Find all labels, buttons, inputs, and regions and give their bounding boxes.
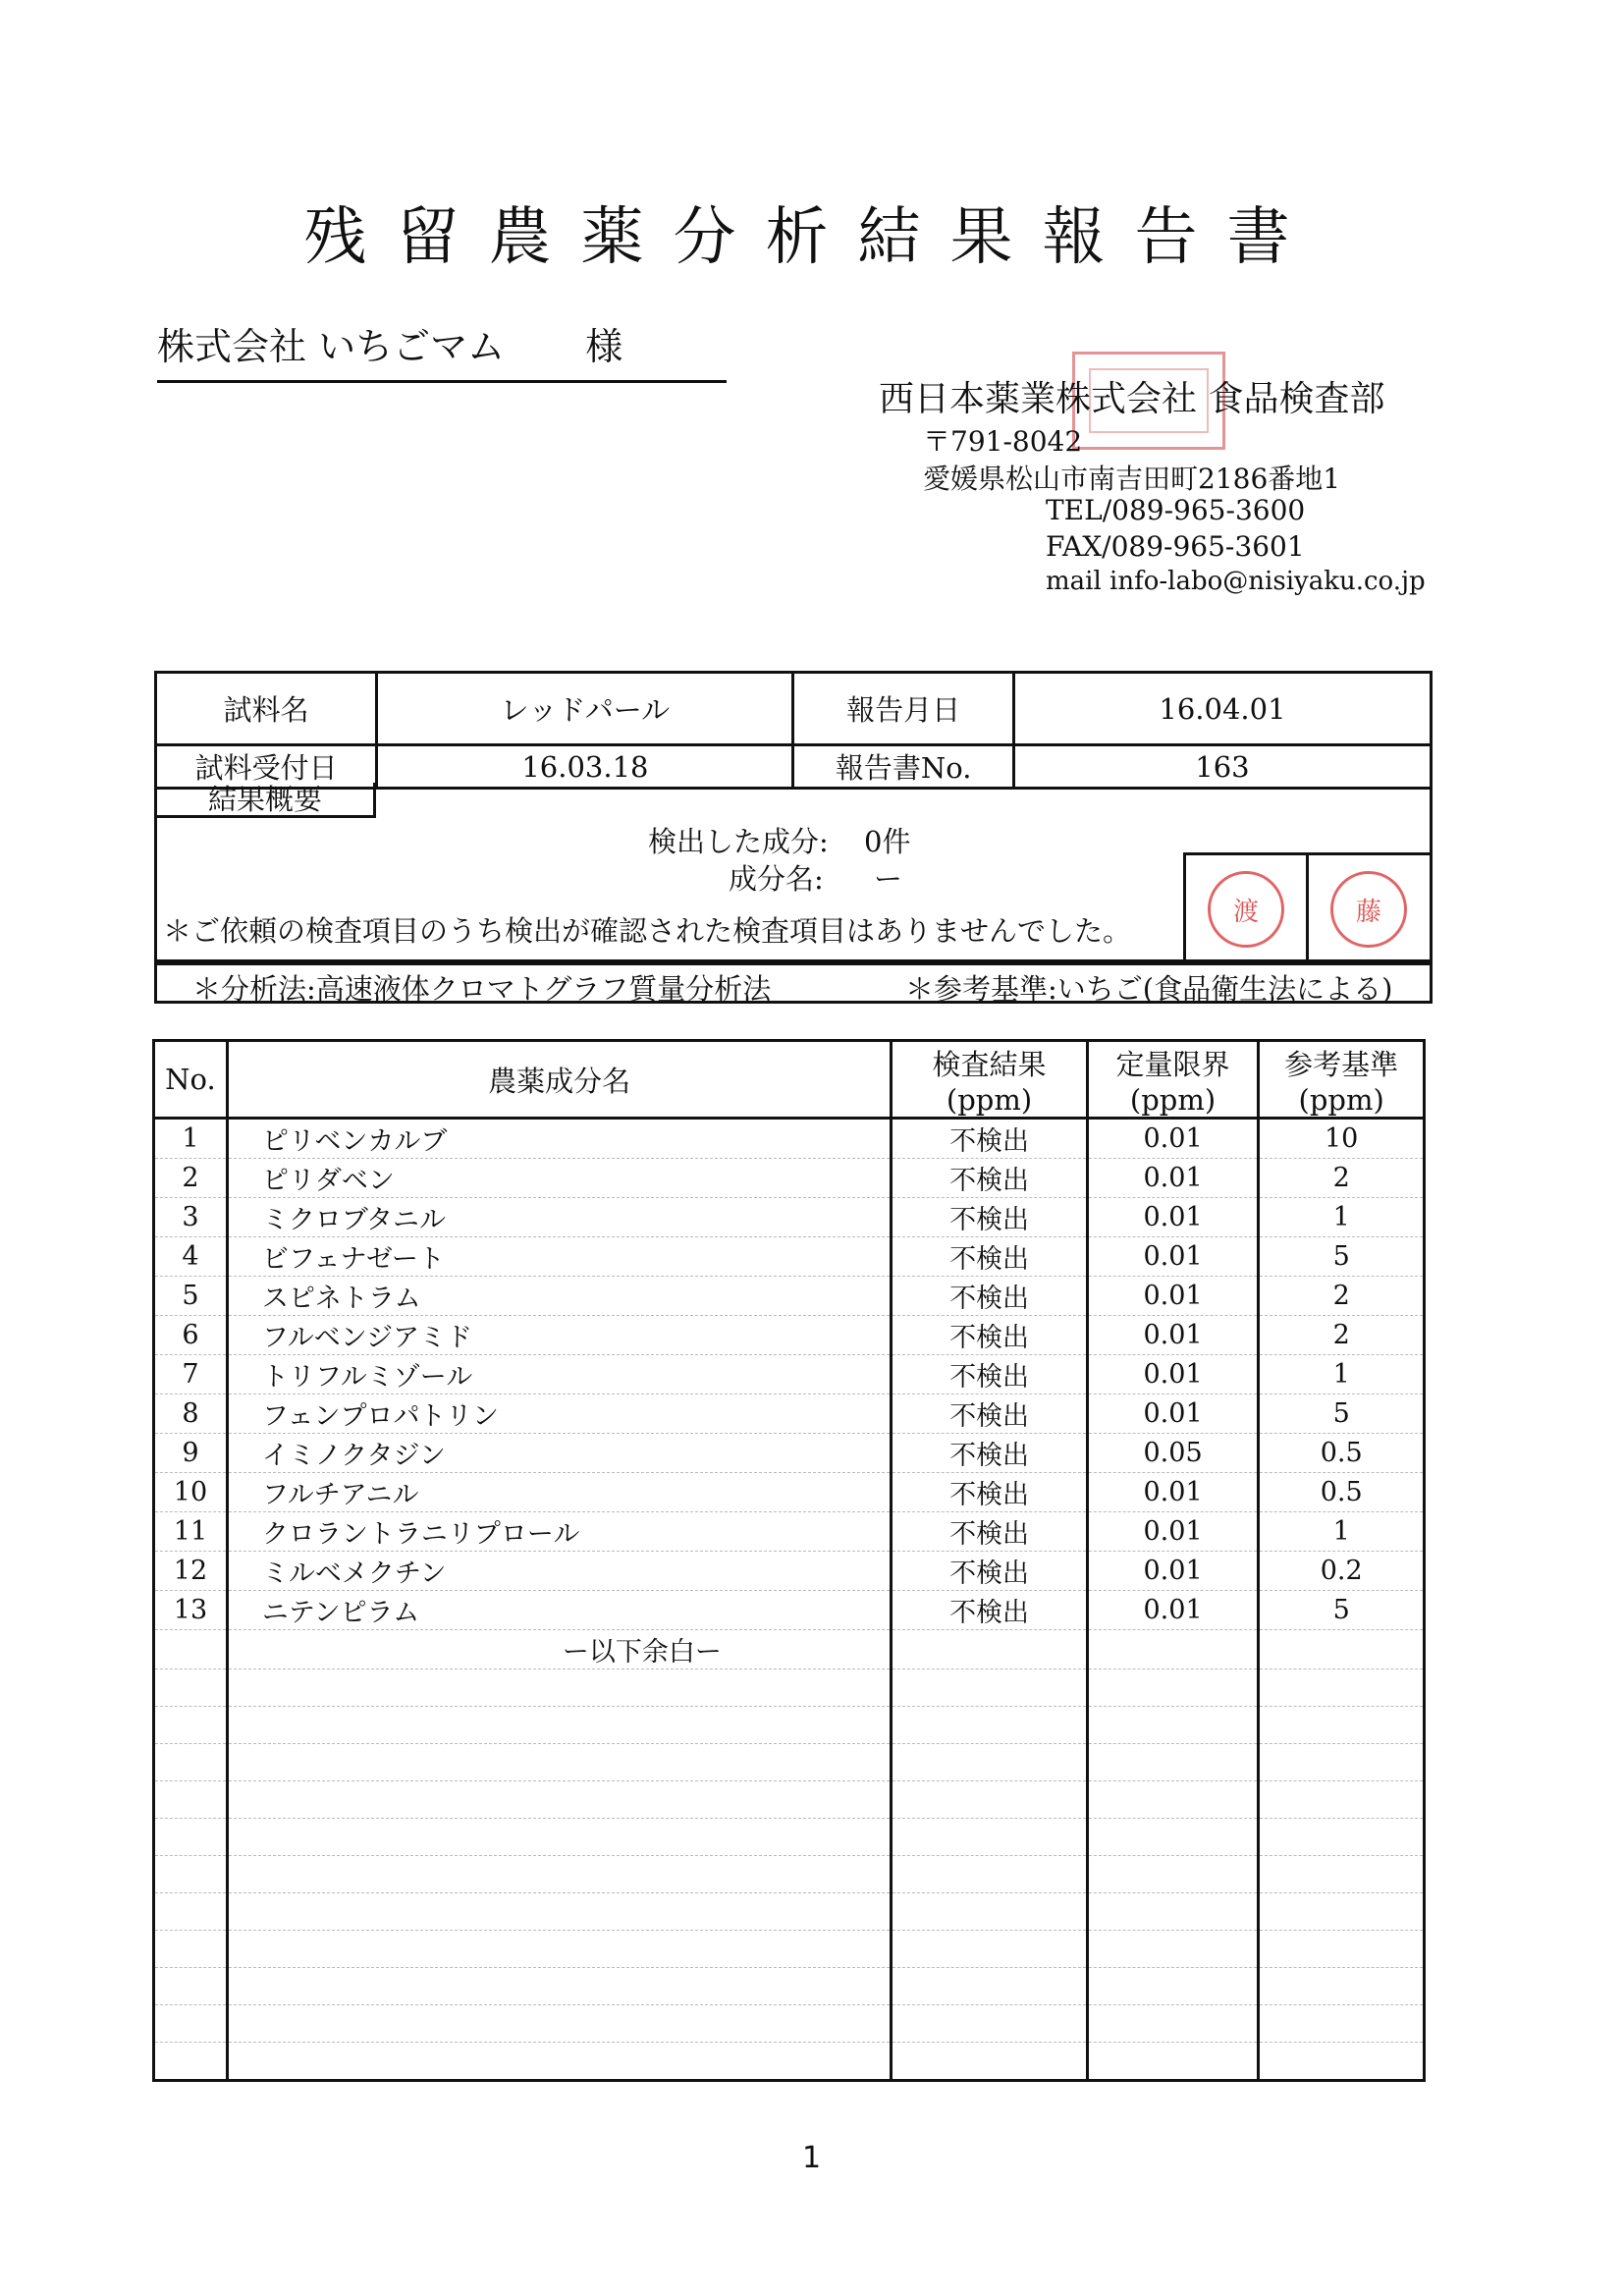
cell-name: フェンプロパトリン [227,1394,891,1434]
cell-empty [892,1856,1087,1893]
cell-empty [1087,1893,1259,1931]
cell-result: 不検出 [892,1159,1087,1198]
table-row [154,2005,1425,2043]
cell-empty [154,1968,228,2005]
cell-empty [154,1856,228,1893]
cell-result: 不検出 [892,1512,1087,1552]
table-row [154,1552,1425,1591]
cell-empty [227,1781,891,1819]
header-result: 検査結果 (ppm) [892,1041,1087,1119]
method-row [154,962,1433,1004]
table-row [154,1434,1425,1473]
cell-empty [1259,1744,1425,1781]
cell-empty [154,2005,228,2043]
cell-empty [227,1669,891,1707]
cell-empty [1087,1630,1259,1669]
cell-ref: 1 [1259,1512,1425,1552]
cell-limit: 0.01 [1087,1394,1259,1434]
issuer-fax: FAX/089-965-3601 [1046,530,1305,563]
summary-label: 結果概要 [154,783,376,818]
cell-name: ミルベメクチン [227,1552,891,1591]
cell-empty [892,1819,1087,1856]
cell-empty [1087,1781,1259,1819]
cell-name: スピネトラム [227,1277,891,1316]
results-table [152,1039,1426,2082]
table-row [154,1237,1425,1277]
cell-no: 10 [154,1473,228,1512]
cell-ref: 1 [1259,1355,1425,1394]
cell-empty [227,1968,891,2005]
cell-empty [154,1931,228,1968]
cell-name: ミクロブタニル [227,1198,891,1237]
table-row [154,1893,1425,1931]
cell-name: イミノクタジン [227,1434,891,1473]
cell-no: 7 [154,1355,228,1394]
cell-empty [154,1669,228,1707]
issuer-tel: TEL/089-965-3600 [1046,494,1306,526]
seal-cell-2 [1306,852,1430,960]
cell-ref: 2 [1259,1316,1425,1355]
cell-limit: 0.01 [1087,1119,1259,1159]
cell-empty [892,1630,1087,1669]
cell-result: 不検出 [892,1119,1087,1159]
cell-no: 13 [154,1591,228,1630]
issuer-company: 西日本薬業株式会社 食品検査部 [879,379,1385,419]
page-number: 1 [801,2141,822,2175]
cell-empty [892,1669,1087,1707]
cell-empty [892,2005,1087,2043]
inspector-seal-2: 藤 [1330,871,1407,948]
cell-result: 不検出 [892,1473,1087,1512]
cell-ref: 1 [1259,1198,1425,1237]
table-row [154,1394,1425,1434]
cell-result: 不検出 [892,1591,1087,1630]
cell-result: 不検出 [892,1237,1087,1277]
cell-empty [154,1781,228,1819]
header-name: 農薬成分名 [227,1041,891,1119]
header-reference: 参考基準 (ppm) [1259,1041,1425,1119]
cell-empty [1087,2005,1259,2043]
recipient-name: 株式会社 いちごマム [157,325,506,368]
cell-name: フルベンジアミド [227,1316,891,1355]
cell-empty [154,1707,228,1744]
cell-empty [1259,2005,1425,2043]
table-row [154,1355,1425,1394]
cell-no: 9 [154,1434,228,1473]
cell-limit: 0.01 [1087,1512,1259,1552]
cell-name: ニテンピラム [227,1591,891,1630]
component-label: 成分名: [729,862,824,896]
sample-info-table [154,671,1433,790]
received-value: 16.03.18 [377,745,793,789]
header-result-unit: (ppm) [946,1082,1033,1117]
cell-ref: 5 [1259,1394,1425,1434]
cell-ref: 0.2 [1259,1552,1425,1591]
cell-empty [154,1630,228,1669]
cell-result: 不検出 [892,1355,1087,1394]
cell-empty [892,1781,1087,1819]
cell-empty [154,1893,228,1931]
table-row [154,1781,1425,1819]
cell-empty [1259,1819,1425,1856]
table-row [154,1119,1425,1159]
cell-limit: 0.01 [1087,1237,1259,1277]
cell-empty [227,2005,891,2043]
cell-name: ピリベンカルブ [227,1119,891,1159]
report-no-label: 報告書No. [793,745,1013,789]
cell-no: 6 [154,1316,228,1355]
table-row [154,1198,1425,1237]
cell-ref: 0.5 [1259,1434,1425,1473]
cell-empty [1087,1744,1259,1781]
inspector-seal-1: 渡 [1208,871,1284,948]
report-date-label: 報告月日 [793,673,1013,745]
cell-ref: 5 [1259,1237,1425,1277]
cell-no: 4 [154,1237,228,1277]
cell-empty [1259,1707,1425,1744]
end-note: ー以下余白ー [227,1630,891,1669]
table-row [154,1473,1425,1512]
cell-empty [154,1819,228,1856]
cell-empty [154,2043,228,2081]
cell-empty [1259,1630,1425,1669]
table-row [154,1512,1425,1552]
issuer-address: 愛媛県松山市南吉田町2186番地1 [923,463,1341,495]
cell-empty [1087,1931,1259,1968]
cell-empty [1259,1669,1425,1707]
cell-empty [1087,2043,1259,2081]
cell-empty [1087,1968,1259,2005]
recipient-honorific: 様 [585,325,623,368]
cell-no: 12 [154,1552,228,1591]
table-row [154,1591,1425,1630]
cell-empty [227,1819,891,1856]
cell-empty [892,2043,1087,2081]
detected-label: 検出した成分: [648,825,829,858]
cell-name: フルチアニル [227,1473,891,1512]
cell-no: 2 [154,1159,228,1198]
cell-empty [1259,1856,1425,1893]
cell-no: 8 [154,1394,228,1434]
cell-limit: 0.05 [1087,1434,1259,1473]
issuer-postal: 〒791-8042 [923,425,1083,458]
cell-empty [892,1707,1087,1744]
results-header-row [154,1041,1425,1119]
cell-limit: 0.01 [1087,1316,1259,1355]
cell-name: ピリダベン [227,1159,891,1198]
cell-result: 不検出 [892,1434,1087,1473]
sample-name-value: レッドパール [377,673,793,745]
table-row [154,1856,1425,1893]
cell-result: 不検出 [892,1277,1087,1316]
report-no-value: 163 [1013,745,1431,789]
cell-empty [892,1931,1087,1968]
cell-empty [892,1968,1087,2005]
cell-result: 不検出 [892,1198,1087,1237]
table-row [154,1669,1425,1707]
table-row [154,1159,1425,1198]
cell-ref: 0.5 [1259,1473,1425,1512]
seal-cell-1 [1183,852,1306,960]
recipient [157,316,727,383]
cell-empty [227,1893,891,1931]
cell-result: 不検出 [892,1394,1087,1434]
header-limit: 定量限界 (ppm) [1087,1041,1259,1119]
cell-empty [227,1856,891,1893]
header-no: No. [154,1041,228,1119]
cell-limit: 0.01 [1087,1473,1259,1512]
cell-ref: 5 [1259,1591,1425,1630]
report-title: 残留農薬分析結果報告書 [303,201,1320,274]
cell-empty [154,1744,228,1781]
cell-name: トリフルミゾール [227,1355,891,1394]
cell-no: 3 [154,1198,228,1237]
analysis-method: ＊分析法:高速液体クロマトグラフ質量分析法 [192,972,772,1006]
cell-result: 不検出 [892,1316,1087,1355]
cell-limit: 0.01 [1087,1355,1259,1394]
cell-limit: 0.01 [1087,1198,1259,1237]
cell-empty [227,1707,891,1744]
table-row [154,1707,1425,1744]
cell-limit: 0.01 [1087,1591,1259,1630]
cell-no: 5 [154,1277,228,1316]
cell-empty [1087,1819,1259,1856]
cell-limit: 0.01 [1087,1159,1259,1198]
table-row [154,1968,1425,2005]
cell-name: クロラントラニリプロール [227,1512,891,1552]
cell-no: 1 [154,1119,228,1159]
cell-ref: 2 [1259,1277,1425,1316]
received-label: 試料受付日 [156,745,377,789]
cell-empty [1087,1856,1259,1893]
table-row [154,1277,1425,1316]
cell-empty [1259,1781,1425,1819]
cell-ref: 10 [1259,1119,1425,1159]
summary-note: ＊ご依頼の検査項目のうち検出が確認された検査項目はありませんでした。 [163,914,1132,948]
cell-limit: 0.01 [1087,1277,1259,1316]
table-row [154,1744,1425,1781]
issuer-mail: mail info-labo@nisiyaku.co.jp [1046,567,1426,596]
cell-ref: 2 [1259,1159,1425,1198]
cell-result: 不検出 [892,1552,1087,1591]
header-limit-unit: (ppm) [1129,1082,1217,1117]
report-date-value: 16.04.01 [1013,673,1431,745]
cell-limit: 0.01 [1087,1552,1259,1591]
cell-empty [892,1893,1087,1931]
table-row [154,1630,1425,1669]
header-reference-unit: (ppm) [1298,1082,1384,1117]
cell-empty [1259,2043,1425,2081]
reference-standard: ＊参考基準:いちご(食品衛生法による) [905,972,1393,1006]
cell-name: ビフェナゼート [227,1237,891,1277]
detected-value: 0件 [864,825,911,858]
table-row [154,2043,1425,2081]
cell-empty [227,1931,891,1968]
sample-name-label: 試料名 [156,673,377,745]
cell-no: 11 [154,1512,228,1552]
cell-empty [227,1744,891,1781]
cell-empty [227,2043,891,2081]
table-row [154,1931,1425,1968]
table-row [154,1316,1425,1355]
cell-empty [1087,1669,1259,1707]
component-value: ー [874,862,903,896]
cell-empty [892,1744,1087,1781]
cell-empty [1259,1968,1425,2005]
cell-empty [1259,1893,1425,1931]
cell-empty [1259,1931,1425,1968]
cell-empty [1087,1707,1259,1744]
table-row [154,1819,1425,1856]
